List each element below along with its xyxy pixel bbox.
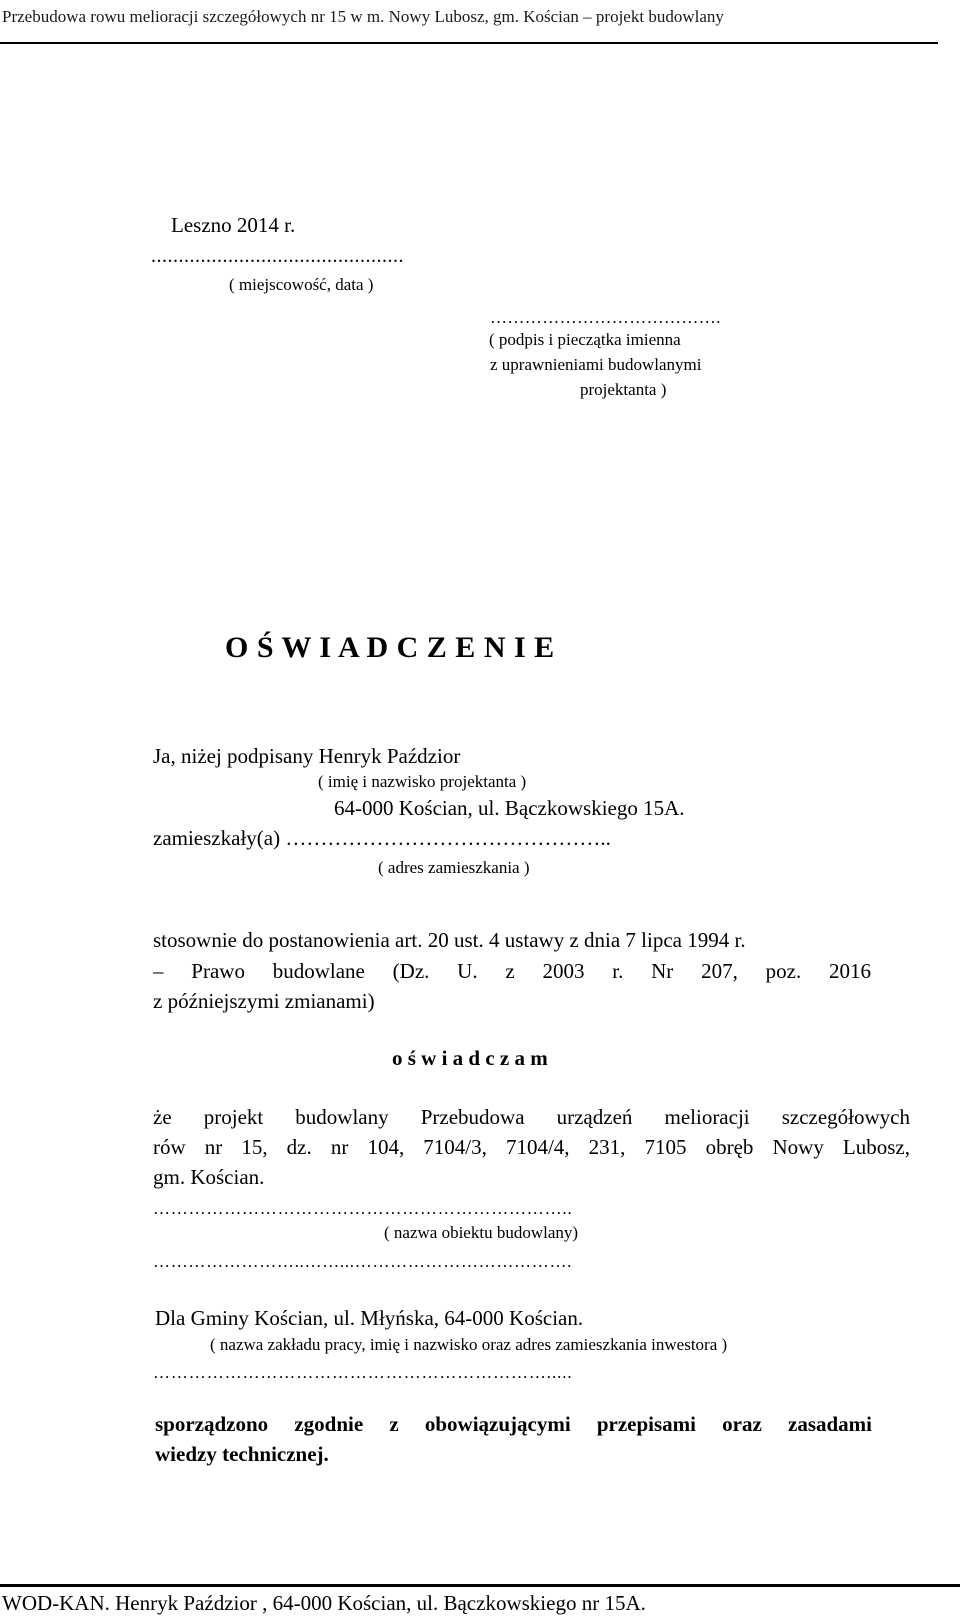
investor-dots-bottom: …………………………………………………………..... <box>153 1363 573 1382</box>
signature-caption-line-2: z uprawnieniami budowlanymi <box>490 355 702 374</box>
signature-caption-line-1: ( podpis i pieczątka imienna <box>489 330 681 349</box>
declarant-name-caption: ( imię i nazwisko projektanta ) <box>318 772 527 791</box>
legal-basis-line-3: z późniejszymi zmianami) <box>153 989 375 1013</box>
footer-rule <box>0 1584 960 1587</box>
signature-caption-line-3: projektanta ) <box>580 380 667 399</box>
declare-word: o ś w i a d c z a m <box>392 1046 548 1070</box>
document-title: O Ś W I A D C Z E N I E <box>225 631 555 664</box>
place-date-value: Leszno 2014 r. <box>171 213 296 237</box>
running-header: Przebudowa rowu melioracji szczegółowych nr 15 w m. Nowy Lubosz, gm. Kościan – projekt budowlany <box>2 7 724 26</box>
project-caption: ( nazwa obiektu budowlany) <box>384 1223 579 1242</box>
conclusion-line-1: sporządzono zgodnie z obowiązującymi przepisami oraz zasadami <box>155 1412 872 1436</box>
project-line-2: rów nr 15, dz. nr 104, 7104/3, 7104/4, 231, 7105 obręb Nowy Lubosz, <box>153 1135 910 1159</box>
place-date-caption: ( miejscowość, data ) <box>229 275 374 294</box>
investor-value: Dla Gminy Kościan, ul. Młyńska, 64-000 Kościan. <box>155 1306 584 1330</box>
header-rule <box>0 42 938 44</box>
declarant-residence-label: zamieszkały(a) ……………………………………….. <box>153 826 611 850</box>
project-line-3: gm. Kościan. <box>153 1165 265 1189</box>
declarant-address-value: 64-000 Kościan, ul. Bączkowskiego 15A. <box>334 796 685 820</box>
legal-basis-line-2: – Prawo budowlane (Dz. U. z 2003 r. Nr 207, poz. 2016 <box>153 959 871 983</box>
legal-basis-line-1: stosownie do postanowienia art. 20 ust. 4 ustawy z dnia 7 lipca 1994 r. <box>153 928 746 952</box>
signature-dots: …………………………………. <box>490 308 721 327</box>
declarant-address-caption: ( adres zamieszkania ) <box>378 858 530 877</box>
project-dots: …………………………………………………………….. <box>153 1199 573 1218</box>
project-line-1: że projekt budowlany Przebudowa urządzeń melioracji szczegółowych <box>153 1105 910 1129</box>
investor-dots-top: ……………………..……...………………………………. <box>153 1252 573 1271</box>
declarant-intro: Ja, niżej podpisany Henryk Paździor <box>153 744 461 768</box>
conclusion-line-2: wiedzy technicznej. <box>155 1442 329 1466</box>
place-date-dots: .............................................. <box>151 245 404 267</box>
footer-text: WOD-KAN. Henryk Paździor , 64-000 Kościan, ul. Bączkowskiego nr 15A. <box>2 1591 646 1615</box>
investor-caption: ( nazwa zakładu pracy, imię i nazwisko oraz adres zamieszkania inwestora ) <box>210 1335 728 1354</box>
